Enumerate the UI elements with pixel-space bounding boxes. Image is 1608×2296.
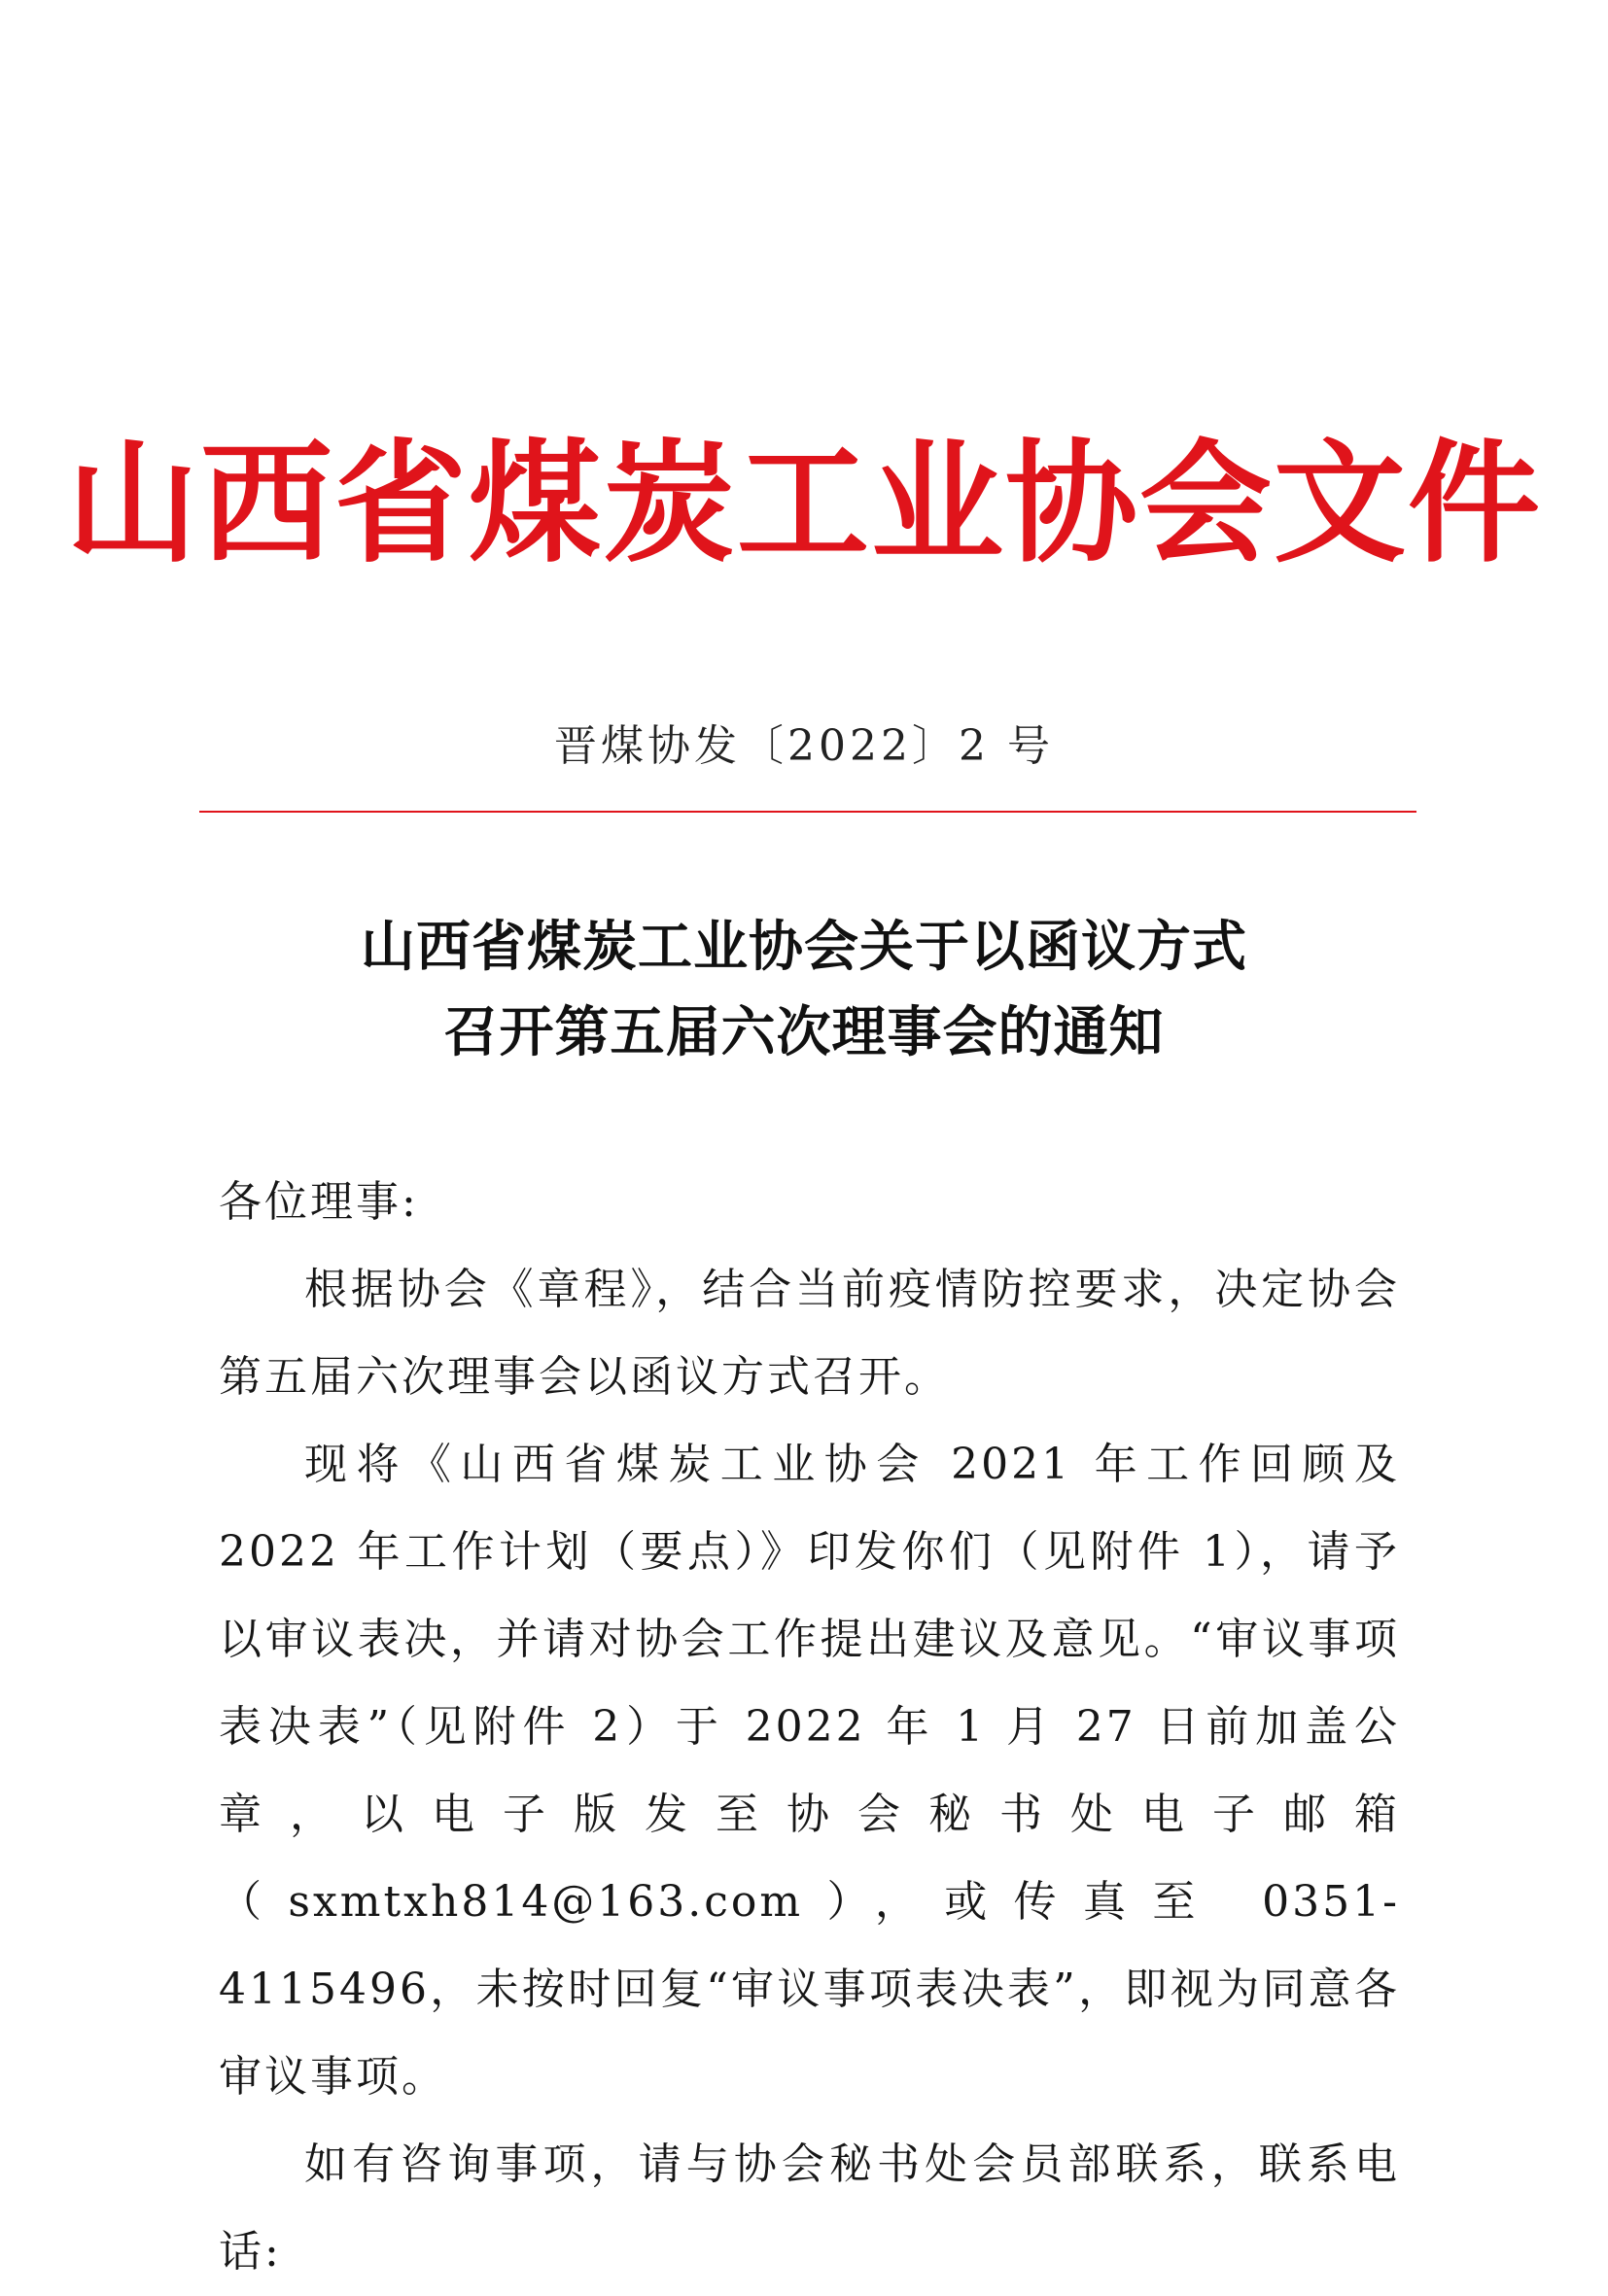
body-paragraph-2: 现将《山西省煤炭工业协会 2021 年工作回顾及 2022 年工作计划（要点）》印发你们（见附件 1），请予以审议表决，并请对协会工作提出建议及意见。“审议事项表决表”（见附件 2）于 2022 年 1 月 27 日前加盖公章，以电子版发至协会秘书处电子邮箱（sxmtxh814@163.com），或传真至 0351-4115496，未按时回复“审议事项表决表”，即视为同意各审议事项。 [219,1440,1400,2102]
notice-title-line-2: 召开第五届六次理事会的通知 [443,1000,1165,1064]
masthead-title: 山西省煤炭工业协会文件 [66,426,1542,581]
notice-title-line-1: 山西省煤炭工业协会关于以函议方式 [361,915,1247,979]
body-paragraph-1: 根据协会《章程》，结合当前疫情防控要求，决定协会第五届六次理事会以函议方式召开。 [219,1265,1400,1402]
body-paragraph-3: 如有咨询事项，请与协会秘书处会员部联系，联系电话: [219,2139,1400,2277]
notice-body [219,1159,1400,2296]
notice-title [0,904,1608,1075]
salutation: 各位理事: [219,1177,419,1227]
document-number: 晋煤协发〔2022〕2 号 [554,721,1054,771]
red-divider-line [199,811,1416,813]
